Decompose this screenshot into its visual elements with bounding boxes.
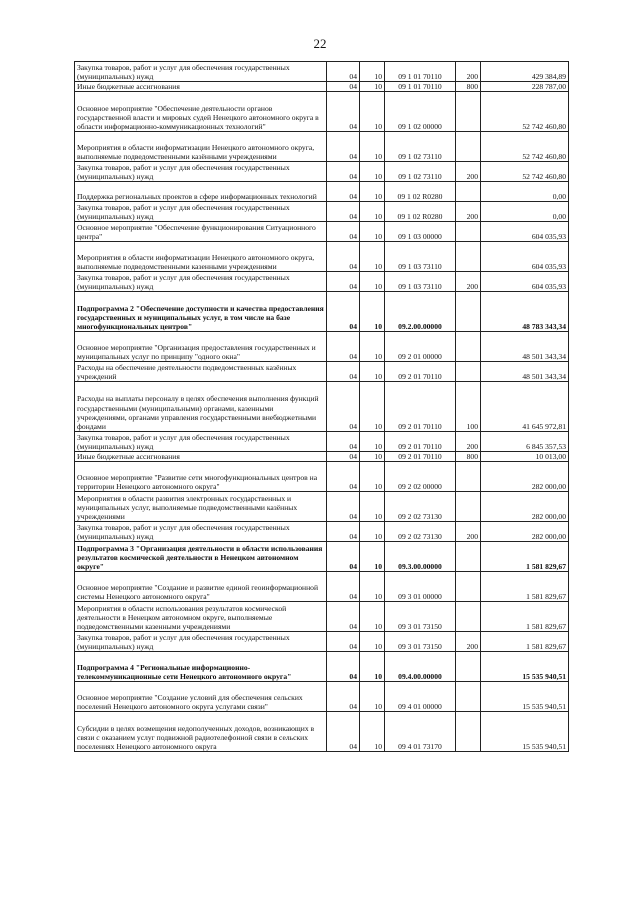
target-article-cell: 09 1 01 70110 [385, 82, 456, 92]
target-article-cell: 09 3 01 73150 [385, 632, 456, 652]
table-row [75, 462, 569, 492]
row-name-cell: Основное мероприятие "Обеспечение деятельности органов государственной власти и мировых судей Ненецкого автономного округа в области информационно-коммуникационных технологий" [75, 92, 327, 132]
expense-type-cell: 800 [456, 452, 481, 462]
expense-type-cell: 200 [456, 632, 481, 652]
section-code-cell: 04 [327, 682, 360, 712]
amount-cell: 10 013,00 [481, 452, 569, 462]
expense-type-cell: 200 [456, 62, 481, 82]
subsection-code-cell: 10 [360, 332, 385, 362]
expense-type-cell: 200 [456, 272, 481, 292]
section-code-cell: 04 [327, 182, 360, 202]
amount-cell: 52 742 460,80 [481, 132, 569, 162]
section-code-cell: 04 [327, 452, 360, 462]
row-name-cell: Мероприятия в области использования результатов космической деятельности в Ненецком автономном округе, выполняемые подведомственными казенными учреждениями [75, 602, 327, 632]
target-article-cell: 09 2 02 73130 [385, 522, 456, 542]
expense-type-cell [456, 332, 481, 362]
target-article-cell: 09 1 02 R0280 [385, 182, 456, 202]
amount-cell: 1 581 829,67 [481, 602, 569, 632]
section-code-cell: 04 [327, 632, 360, 652]
table-row [75, 272, 569, 292]
amount-cell: 15 535 940,51 [481, 652, 569, 682]
expense-type-cell [456, 362, 481, 382]
section-code-cell: 04 [327, 462, 360, 492]
row-name-cell: Основное мероприятие "Развитие сети многофункциональных центров на территории Ненецкого автономного округа" [75, 462, 327, 492]
table-row [75, 362, 569, 382]
subsection-code-cell: 10 [360, 182, 385, 202]
expense-type-cell [456, 542, 481, 572]
table-row [75, 602, 569, 632]
row-name-cell: Подпрограмма 3 "Организация деятельности в области использования результатов космической деятельности в Ненецком автономном округе" [75, 542, 327, 572]
amount-cell: 48 501 343,34 [481, 362, 569, 382]
section-code-cell: 04 [327, 542, 360, 572]
section-code-cell: 04 [327, 332, 360, 362]
subsection-code-cell: 10 [360, 572, 385, 602]
subsection-code-cell: 10 [360, 432, 385, 452]
table-row [75, 82, 569, 92]
amount-cell: 282 000,00 [481, 462, 569, 492]
row-name-cell: Субсидии в целях возмещения недополученных доходов, возникающих в связи с оказанием услуг подвижной радиотелефонной связи в сельских поселениях Ненецкого автономного округа [75, 712, 327, 752]
row-name-cell: Закупка товаров, работ и услуг для обеспечения государственных (муниципальных) нужд [75, 202, 327, 222]
expense-type-cell: 200 [456, 432, 481, 452]
expense-type-cell [456, 132, 481, 162]
target-article-cell: 09 2 02 00000 [385, 462, 456, 492]
target-article-cell: 09.2.00.00000 [385, 292, 456, 332]
amount-cell: 604 035,93 [481, 272, 569, 292]
table-row [75, 222, 569, 242]
amount-cell: 1 581 829,67 [481, 632, 569, 652]
subsection-code-cell: 10 [360, 712, 385, 752]
target-article-cell: 09 1 01 70110 [385, 62, 456, 82]
target-article-cell: 09 4 01 00000 [385, 682, 456, 712]
section-code-cell: 04 [327, 712, 360, 752]
amount-cell: 0,00 [481, 202, 569, 222]
expense-type-cell [456, 602, 481, 632]
subsection-code-cell: 10 [360, 462, 385, 492]
section-code-cell: 04 [327, 492, 360, 522]
target-article-cell: 09 2 01 00000 [385, 332, 456, 362]
expense-type-cell [456, 182, 481, 202]
expense-type-cell: 200 [456, 202, 481, 222]
amount-cell: 604 035,93 [481, 222, 569, 242]
subsection-code-cell: 10 [360, 222, 385, 242]
table-row [75, 712, 569, 752]
subsection-code-cell: 10 [360, 202, 385, 222]
table-row [75, 382, 569, 432]
target-article-cell: 09.4.00.00000 [385, 652, 456, 682]
section-code-cell: 04 [327, 222, 360, 242]
section-code-cell: 04 [327, 572, 360, 602]
row-name-cell: Основное мероприятие "Создание условий для обеспечения сельских поселений Ненецкого автономного округа услугами связи" [75, 682, 327, 712]
target-article-cell: 09 2 01 70110 [385, 362, 456, 382]
section-code-cell: 04 [327, 272, 360, 292]
subsection-code-cell: 10 [360, 652, 385, 682]
target-article-cell: 09 1 02 00000 [385, 92, 456, 132]
section-code-cell: 04 [327, 382, 360, 432]
table-row [75, 202, 569, 222]
row-name-cell: Закупка товаров, работ и услуг для обеспечения государственных (муниципальных) нужд [75, 432, 327, 452]
amount-cell: 604 035,93 [481, 242, 569, 272]
subsection-code-cell: 10 [360, 92, 385, 132]
target-article-cell: 09 1 02 73110 [385, 162, 456, 182]
amount-cell: 41 645 972,81 [481, 382, 569, 432]
amount-cell: 15 535 940,51 [481, 682, 569, 712]
table-row [75, 292, 569, 332]
subsection-code-cell: 10 [360, 382, 385, 432]
target-article-cell: 09 4 01 73170 [385, 712, 456, 752]
expense-type-cell: 200 [456, 162, 481, 182]
subsection-code-cell: 10 [360, 82, 385, 92]
section-code-cell: 04 [327, 62, 360, 82]
row-name-cell: Иные бюджетные ассигнования [75, 82, 327, 92]
amount-cell: 228 787,00 [481, 82, 569, 92]
subsection-code-cell: 10 [360, 522, 385, 542]
amount-cell: 15 535 940,51 [481, 712, 569, 752]
target-article-cell: 09 2 02 73130 [385, 492, 456, 522]
section-code-cell: 04 [327, 242, 360, 272]
row-name-cell: Поддержка региональных проектов в сфере информационных технологий [75, 182, 327, 202]
amount-cell: 52 742 460,80 [481, 162, 569, 182]
subsection-code-cell: 10 [360, 162, 385, 182]
target-article-cell: 09.3.00.00000 [385, 542, 456, 572]
section-code-cell: 04 [327, 602, 360, 632]
budget-table [74, 61, 569, 752]
subsection-code-cell: 10 [360, 492, 385, 522]
table-row [75, 242, 569, 272]
section-code-cell: 04 [327, 132, 360, 162]
row-name-cell: Мероприятия в области информатизации Ненецкого автономного округа, выполняемые подведомственными казенными учреждениями [75, 242, 327, 272]
expense-type-cell [456, 462, 481, 492]
table-row [75, 542, 569, 572]
section-code-cell: 04 [327, 92, 360, 132]
row-name-cell: Подпрограмма 4 "Региональные информационно-телекоммуникационные сети Ненецкого автономного округа" [75, 652, 327, 682]
expense-type-cell [456, 92, 481, 132]
row-name-cell: Подпрограмма 2 "Обеспечение доступности и качества предоставления государственных и муниципальных услуг, в том числе на базе многофункциональных центров" [75, 292, 327, 332]
subsection-code-cell: 10 [360, 682, 385, 712]
subsection-code-cell: 10 [360, 132, 385, 162]
expense-type-cell [456, 242, 481, 272]
amount-cell: 6 845 357,53 [481, 432, 569, 452]
expense-type-cell: 100 [456, 382, 481, 432]
subsection-code-cell: 10 [360, 632, 385, 652]
subsection-code-cell: 10 [360, 242, 385, 272]
section-code-cell: 04 [327, 362, 360, 382]
amount-cell: 52 742 460,80 [481, 92, 569, 132]
subsection-code-cell: 10 [360, 272, 385, 292]
subsection-code-cell: 10 [360, 292, 385, 332]
section-code-cell: 04 [327, 522, 360, 542]
amount-cell: 429 384,89 [481, 62, 569, 82]
amount-cell: 48 501 343,34 [481, 332, 569, 362]
section-code-cell: 04 [327, 162, 360, 182]
target-article-cell: 09 1 03 73110 [385, 272, 456, 292]
target-article-cell: 09 3 01 73150 [385, 602, 456, 632]
amount-cell: 1 581 829,67 [481, 542, 569, 572]
amount-cell: 1 581 829,67 [481, 572, 569, 602]
subsection-code-cell: 10 [360, 62, 385, 82]
section-code-cell: 04 [327, 432, 360, 452]
target-article-cell: 09 3 01 00000 [385, 572, 456, 602]
row-name-cell: Закупка товаров, работ и услуг для обеспечения государственных (муниципальных) нужд [75, 632, 327, 652]
row-name-cell: Закупка товаров, работ и услуг для обеспечения государственных (муниципальных) нужд [75, 522, 327, 542]
row-name-cell: Закупка товаров, работ и услуг для обеспечения государственных (муниципальных) нужд [75, 62, 327, 82]
section-code-cell: 04 [327, 202, 360, 222]
amount-cell: 48 783 343,34 [481, 292, 569, 332]
subsection-code-cell: 10 [360, 542, 385, 572]
subsection-code-cell: 10 [360, 362, 385, 382]
table-row [75, 332, 569, 362]
budget-table-body [75, 62, 569, 752]
table-row [75, 452, 569, 462]
amount-cell: 0,00 [481, 182, 569, 202]
table-row [75, 432, 569, 452]
table-row [75, 62, 569, 82]
target-article-cell: 09 2 01 70110 [385, 432, 456, 452]
row-name-cell: Закупка товаров, работ и услуг для обеспечения государственных (муниципальных) нужд [75, 272, 327, 292]
row-name-cell: Основное мероприятие "Обеспечение функционирования Ситуационного центра" [75, 222, 327, 242]
table-row [75, 632, 569, 652]
target-article-cell: 09 1 03 73110 [385, 242, 456, 272]
expense-type-cell [456, 572, 481, 602]
amount-cell: 282 000,00 [481, 522, 569, 542]
expense-type-cell [456, 292, 481, 332]
table-row [75, 182, 569, 202]
table-row [75, 522, 569, 542]
page-number: 22 [313, 36, 327, 51]
row-name-cell: Мероприятия в области развития электронных государственных и муниципальных услуг, выполняемые подведомственными казённых учреждениями [75, 492, 327, 522]
target-article-cell: 09 2 01 70110 [385, 382, 456, 432]
row-name-cell: Основное мероприятие "Создание и развитие единой геоинформационной системы Ненецкого автономного округа" [75, 572, 327, 602]
expense-type-cell [456, 492, 481, 522]
row-name-cell: Основное мероприятие "Организация предоставления государственных и муниципальных услуг по принципу "одного окна" [75, 332, 327, 362]
row-name-cell: Иные бюджетные ассигнования [75, 452, 327, 462]
section-code-cell: 04 [327, 82, 360, 92]
expense-type-cell [456, 682, 481, 712]
subsection-code-cell: 10 [360, 452, 385, 462]
expense-type-cell [456, 652, 481, 682]
target-article-cell: 09 1 02 R0280 [385, 202, 456, 222]
row-name-cell: Закупка товаров, работ и услуг для обеспечения государственных (муниципальных) нужд [75, 162, 327, 182]
subsection-code-cell: 10 [360, 602, 385, 632]
target-article-cell: 09 1 02 73110 [385, 132, 456, 162]
section-code-cell: 04 [327, 292, 360, 332]
row-name-cell: Расходы на выплаты персоналу в целях обеспечения выполнения функций государственными (муниципальными) органами, казенными учреждениями, органами управления государственными внебюджетными фондами [75, 382, 327, 432]
table-row [75, 132, 569, 162]
expense-type-cell: 800 [456, 82, 481, 92]
table-row [75, 162, 569, 182]
table-row [75, 652, 569, 682]
table-row [75, 572, 569, 602]
expense-type-cell: 200 [456, 522, 481, 542]
table-row [75, 92, 569, 132]
row-name-cell: Мероприятия в области информатизации Ненецкого автономного округа, выполняемые подведомственными казёнными учреждениями [75, 132, 327, 162]
table-row [75, 682, 569, 712]
amount-cell: 282 000,00 [481, 492, 569, 522]
expense-type-cell [456, 712, 481, 752]
expense-type-cell [456, 222, 481, 242]
target-article-cell: 09 1 03 00000 [385, 222, 456, 242]
section-code-cell: 04 [327, 652, 360, 682]
table-row [75, 492, 569, 522]
target-article-cell: 09 2 01 70110 [385, 452, 456, 462]
row-name-cell: Расходы на обеспечение деятельности подведомственных казённых учреждений [75, 362, 327, 382]
